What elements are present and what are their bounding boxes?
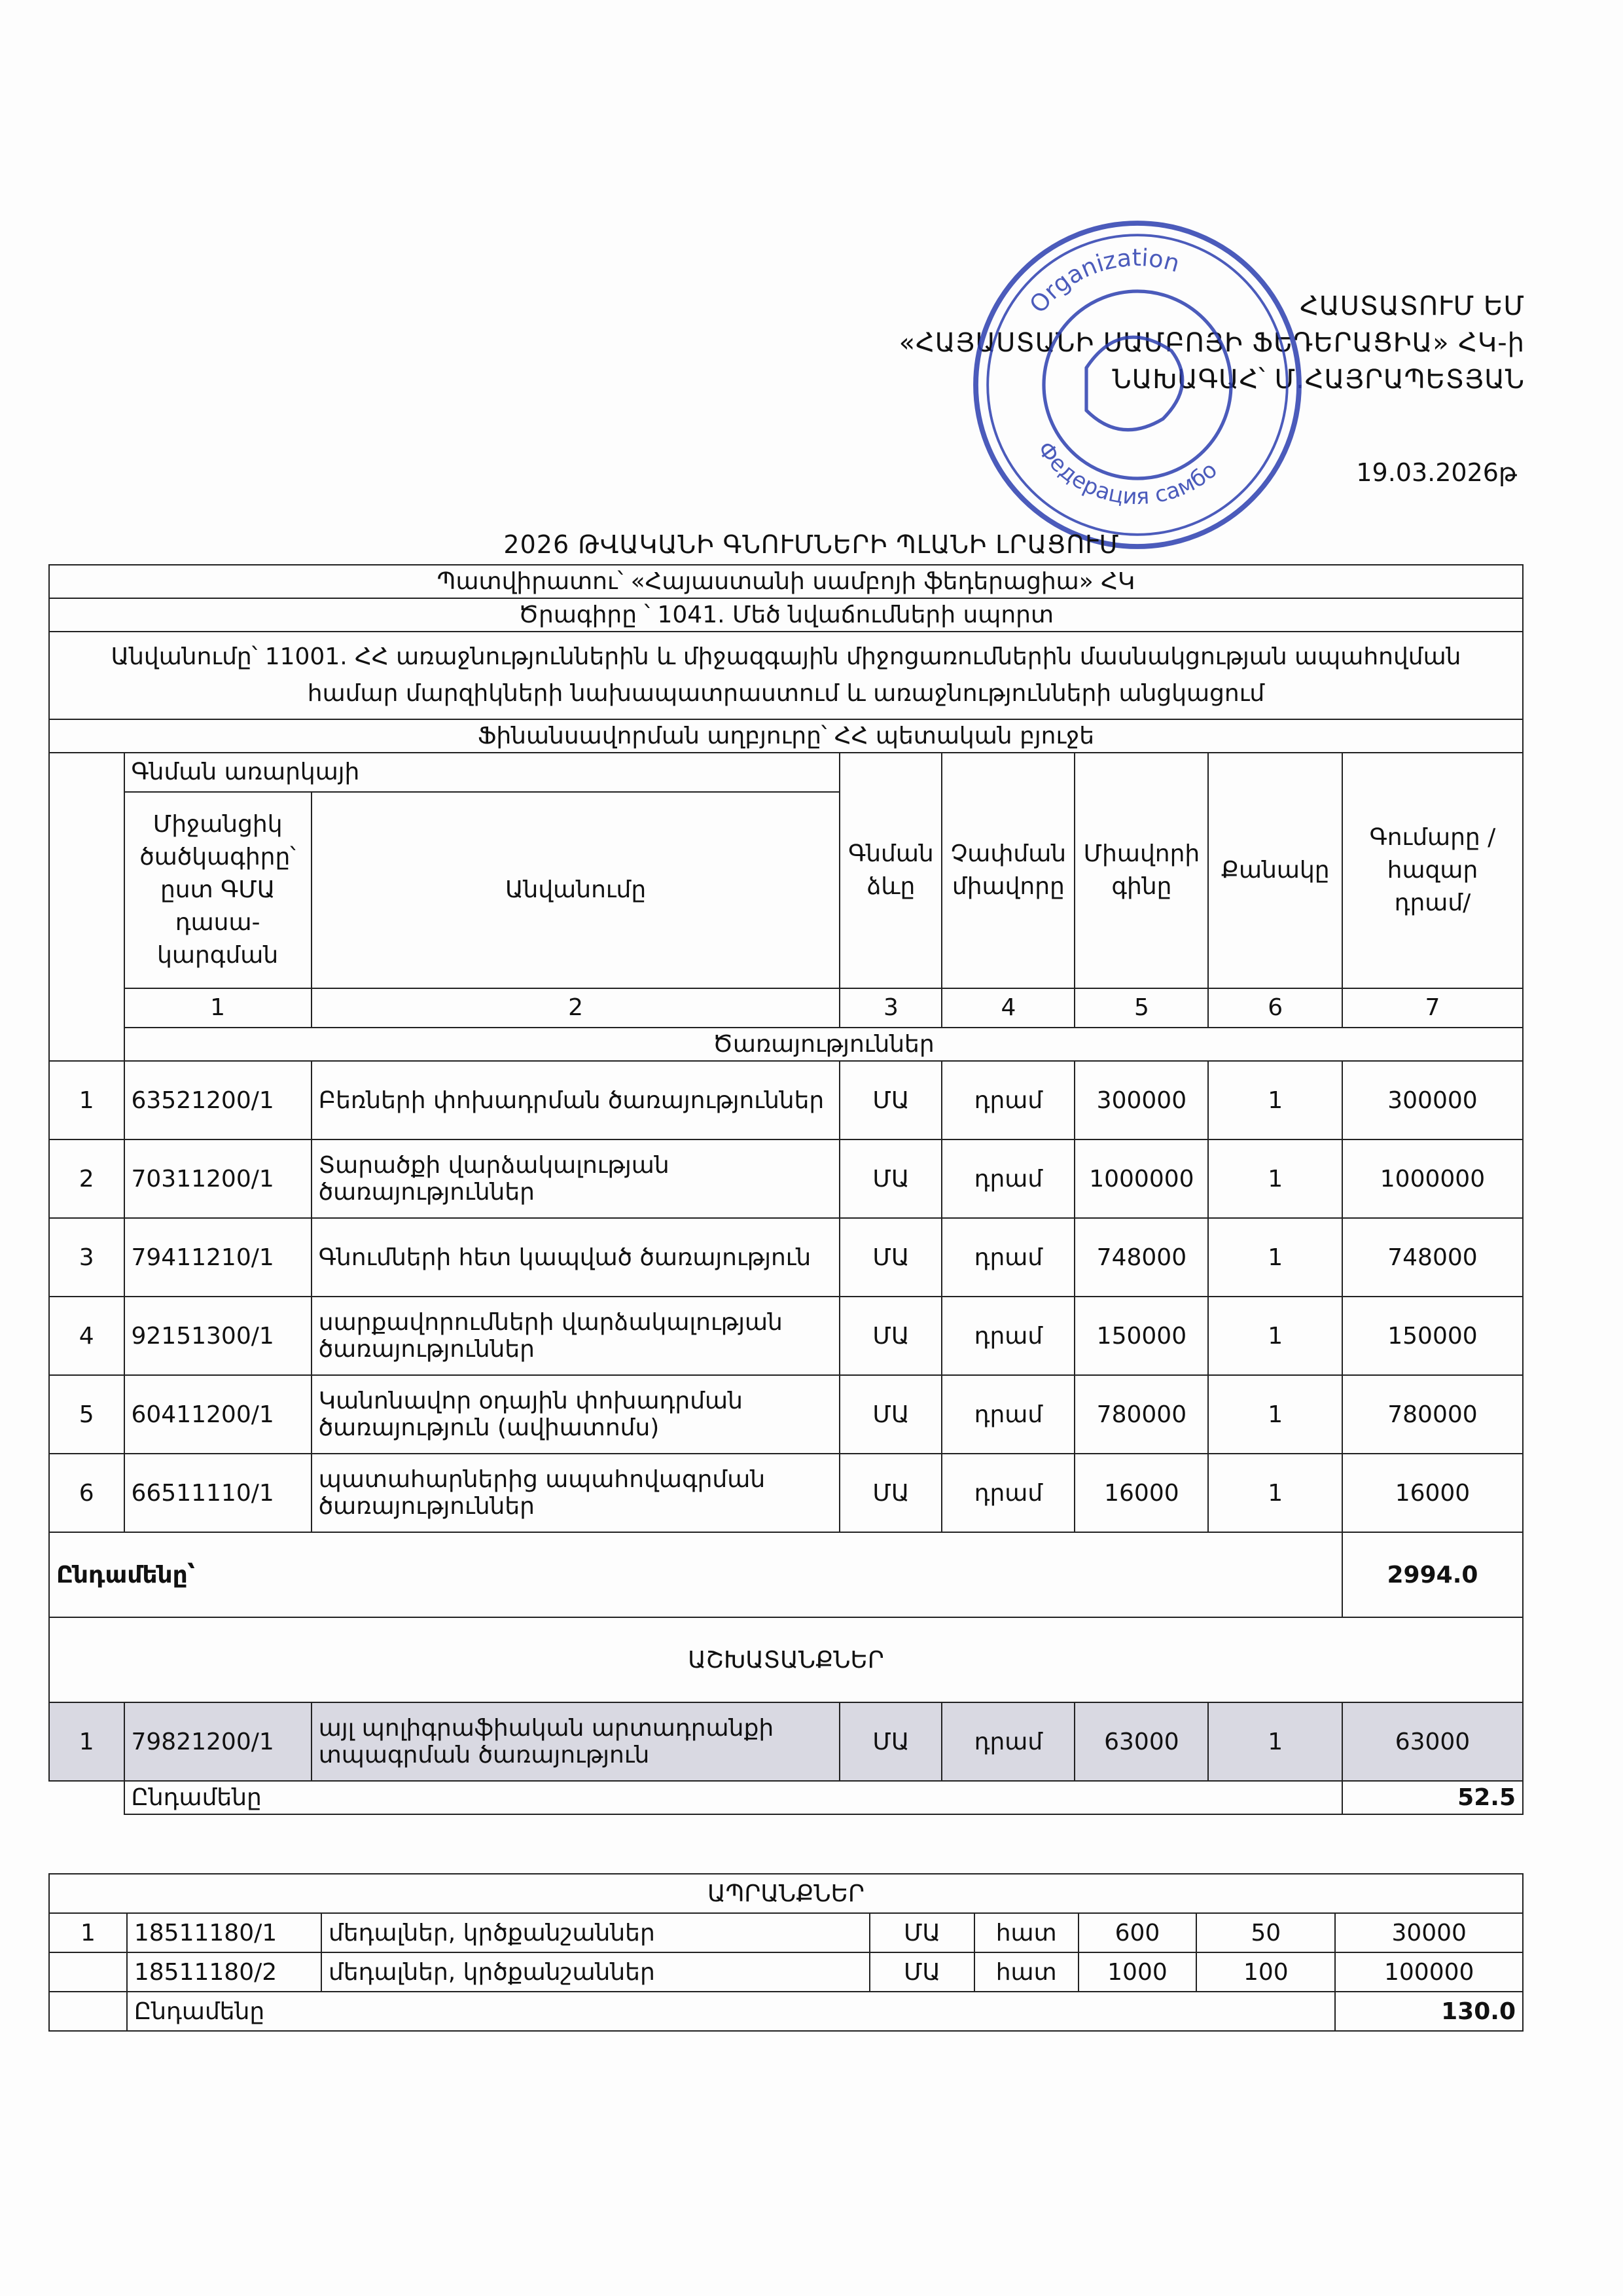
services-total-value: 2994.0 xyxy=(1342,1532,1523,1617)
row-number: 1 xyxy=(49,1702,124,1781)
table-row xyxy=(49,1913,1523,1952)
row-name: Կանոնավոր օդային փոխադրման ծառայություն (ավիատոմս) xyxy=(312,1375,840,1454)
row-qty: 1 xyxy=(1208,1139,1342,1218)
approval-line-3: ՆԱԽԱԳԱՀ՝ Մ.ՀԱՅՐԱՊԵՏՅԱՆ xyxy=(1112,365,1525,395)
row-unit: դրամ xyxy=(942,1297,1075,1375)
row-sum: 100000 xyxy=(1335,1952,1523,1992)
row-sum: 748000 xyxy=(1342,1218,1523,1297)
row-sum: 30000 xyxy=(1335,1913,1523,1952)
row-number: 2 xyxy=(49,1139,124,1218)
row-name: մեդալներ, կրծքանշաններ xyxy=(321,1913,870,1952)
row-code: 92151300/1 xyxy=(124,1297,312,1375)
header-num-1: 1 xyxy=(124,988,312,1028)
goods-total-value: 130.0 xyxy=(1335,1992,1523,2031)
row-price: 600 xyxy=(1079,1913,1196,1952)
works-total-value: 52.5 xyxy=(1342,1781,1523,1814)
row-number: 1 xyxy=(49,1061,124,1139)
row-unit: դրամ xyxy=(942,1218,1075,1297)
row-sum: 16000 xyxy=(1342,1454,1523,1532)
svg-text:Organization xyxy=(1024,243,1183,319)
header-unit: Չափման միավորը xyxy=(942,753,1075,988)
table-row xyxy=(49,1061,1523,1139)
works-total-label: Ընդամենը xyxy=(124,1781,1342,1814)
row-code: 79821200/1 xyxy=(124,1702,312,1781)
row-sum: 300000 xyxy=(1342,1061,1523,1139)
table-row xyxy=(49,1702,1523,1781)
row-qty: 1 xyxy=(1208,1061,1342,1139)
table-row xyxy=(49,1952,1523,1992)
row-qty: 1 xyxy=(1208,1375,1342,1454)
header-price: Միավորի գինը xyxy=(1075,753,1208,988)
row-number: 5 xyxy=(49,1375,124,1454)
approval-line-2: «ՀԱՅԱՍՏԱՆԻ ՍԱՄԲՈՅԻ ՖԵԴԵՐԱՑԻԱ» ՀԿ-ի xyxy=(899,328,1525,358)
header-sum: Գումարը /հազար դրամ/ xyxy=(1342,753,1523,988)
header-blank xyxy=(49,753,124,1028)
row-price: 748000 xyxy=(1075,1218,1208,1297)
row-price: 780000 xyxy=(1075,1375,1208,1454)
stamp-bottom-text: Федерация самбо xyxy=(1032,437,1222,510)
table-row xyxy=(49,1139,1523,1218)
row-name: պատահարներից ապահովագրման ծառայություններ xyxy=(312,1454,840,1532)
approval-line-1: ՀԱՍՏԱՏՈՒՄ ԵՄ xyxy=(1300,291,1525,321)
header-qty: Քանակը xyxy=(1208,753,1342,988)
row-qty: 100 xyxy=(1196,1952,1335,1992)
row-unit: հատ xyxy=(974,1913,1079,1952)
row-code: 18511180/1 xyxy=(127,1913,321,1952)
row-qty: 50 xyxy=(1196,1913,1335,1952)
goods-table xyxy=(48,1873,1524,2032)
services-section-title: Ծառայություններ xyxy=(124,1028,1524,1061)
row-sum: 780000 xyxy=(1342,1375,1523,1454)
header-subject: Գնման առարկայի xyxy=(124,753,840,792)
row-name: Գնումների հետ կապված ծառայություն xyxy=(312,1218,840,1297)
row-unit: հատ xyxy=(974,1952,1079,1992)
header-num-3: 3 xyxy=(840,988,942,1028)
row-price: 16000 xyxy=(1075,1454,1208,1532)
header-num-7: 7 xyxy=(1342,988,1523,1028)
row-qty: 1 xyxy=(1208,1297,1342,1375)
row-price: 1000 xyxy=(1079,1952,1196,1992)
row-name: մեդալներ, կրծքանշաններ xyxy=(321,1952,870,1992)
works-section-title: ԱՇԽԱՏԱՆՔՆԵՐ xyxy=(49,1617,1523,1702)
header-num-2: 2 xyxy=(312,988,840,1028)
header-code: Միջանցիկ ծածկագիրը՝ ըստ ԳՄԱ դասա-կարգման xyxy=(124,792,312,988)
row-qty: 1 xyxy=(1208,1702,1342,1781)
header-method: Գնման ձևը xyxy=(840,753,942,988)
procurement-plan-table xyxy=(48,564,1524,1815)
header-num-5: 5 xyxy=(1075,988,1208,1028)
row-method: ՄԱ xyxy=(840,1139,942,1218)
row-unit: դրամ xyxy=(942,1454,1075,1532)
row-code: 70311200/1 xyxy=(124,1139,312,1218)
approval-date: 19.03.2026թ xyxy=(1356,458,1517,487)
row-number: 4 xyxy=(49,1297,124,1375)
row-method: ՄԱ xyxy=(840,1297,942,1375)
row-name: սարքավորումների վարձակալության ծառայություններ xyxy=(312,1297,840,1375)
row-sum: 1000000 xyxy=(1342,1139,1523,1218)
goods-section-title: ԱՊՐԱՆՔՆԵՐ xyxy=(49,1874,1523,1913)
goods-total-label: Ընդամենը xyxy=(127,1992,1336,2031)
program-name-row: Անվանումը՝ 11001. ՀՀ առաջնություններին և միջազգային միջոցառումներին մասնակցության ապահովման համար մարզիկների նախապատրաստում և առաջնությունների անցկացում xyxy=(49,632,1523,719)
row-name: այլ պոլիգրաֆիական արտադրանքի տպագրման ծառայություն xyxy=(312,1702,840,1781)
row-method: ՄԱ xyxy=(840,1218,942,1297)
table-row xyxy=(49,1218,1523,1297)
row-unit: դրամ xyxy=(942,1702,1075,1781)
row-price: 300000 xyxy=(1075,1061,1208,1139)
row-number: 6 xyxy=(49,1454,124,1532)
row-code: 60411200/1 xyxy=(124,1375,312,1454)
header-num-6: 6 xyxy=(1208,988,1342,1028)
svg-text:Федерация самбо xyxy=(1032,437,1222,509)
row-method: ՄԱ xyxy=(870,1913,974,1952)
row-method: ՄԱ xyxy=(840,1702,942,1781)
stamp-top-text: Organization xyxy=(1024,243,1183,319)
funding-row: Ֆինանսավորման աղբյուրը՝ ՀՀ պետական բյուջե xyxy=(49,719,1523,753)
row-code: 63521200/1 xyxy=(124,1061,312,1139)
row-name: Բեռների փոխադրման ծառայություններ xyxy=(312,1061,840,1139)
organization-stamp-icon xyxy=(967,215,1308,555)
header-name: Անվանումը xyxy=(312,792,840,988)
services-total-label: Ընդամենը՝ xyxy=(49,1532,1342,1617)
customer-row: Պատվիրատու՝ «Հայաստանի սամբոյի ֆեդերացիա» ՀԿ xyxy=(49,565,1523,598)
row-number: 3 xyxy=(49,1218,124,1297)
row-number xyxy=(49,1952,127,1992)
row-unit: դրամ xyxy=(942,1061,1075,1139)
row-price: 63000 xyxy=(1075,1702,1208,1781)
row-unit: դրամ xyxy=(942,1375,1075,1454)
row-code: 79411210/1 xyxy=(124,1218,312,1297)
row-method: ՄԱ xyxy=(870,1952,974,1992)
table-row xyxy=(49,1375,1523,1454)
row-method: ՄԱ xyxy=(840,1375,942,1454)
row-qty: 1 xyxy=(1208,1454,1342,1532)
row-method: ՄԱ xyxy=(840,1061,942,1139)
table-row xyxy=(49,1454,1523,1532)
row-price: 150000 xyxy=(1075,1297,1208,1375)
document-title: 2026 ԹՎԱԿԱՆԻ ԳՆՈՒՄՆԵՐԻ ՊԼԱՆԻ ԼՐԱՑՈՒՄ xyxy=(503,530,1120,559)
row-name: Տարածքի վարձակալության ծառայություններ xyxy=(312,1139,840,1218)
row-number: 1 xyxy=(49,1913,127,1952)
row-code: 66511110/1 xyxy=(124,1454,312,1532)
row-unit: դրամ xyxy=(942,1139,1075,1218)
row-sum: 150000 xyxy=(1342,1297,1523,1375)
program-row: Ծրագիրը ՝ 1041. Մեծ նվաճումների սպորտ xyxy=(49,598,1523,632)
row-sum: 63000 xyxy=(1342,1702,1523,1781)
table-row xyxy=(49,1297,1523,1375)
row-price: 1000000 xyxy=(1075,1139,1208,1218)
row-code: 18511180/2 xyxy=(127,1952,321,1992)
header-num-4: 4 xyxy=(942,988,1075,1028)
row-qty: 1 xyxy=(1208,1218,1342,1297)
row-method: ՄԱ xyxy=(840,1454,942,1532)
